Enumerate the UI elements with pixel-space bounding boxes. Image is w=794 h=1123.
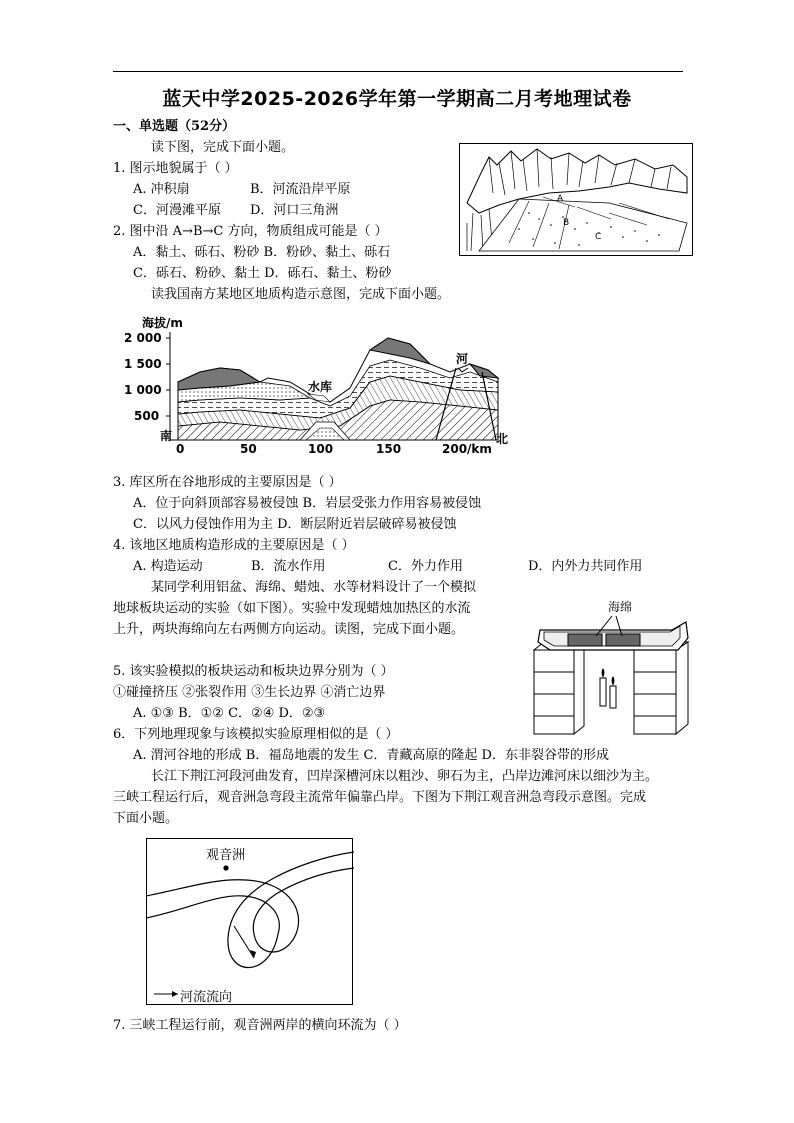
q4-option-c: C．外力作用 <box>388 559 463 574</box>
q4-option-a: A. 构造运动 <box>133 559 203 574</box>
alluvial-fan-figure <box>459 143 693 256</box>
fan-label-c: C <box>595 232 602 242</box>
page-title: 蓝天中学2025-2026学年第一学期高二月考地理试卷 <box>162 88 632 110</box>
flow-direction-legend: 河流流向 <box>180 990 233 1005</box>
q4-stem: 4. 该地区地质构造形成的主要原因是（ ） <box>113 538 355 553</box>
section-heading: 一、单选题（52分） <box>113 119 236 134</box>
geology-profile-figure <box>120 310 520 462</box>
sponge-label: 海绵 <box>608 600 633 614</box>
group4-intro-line: 长江下荆江河段河曲发育，凹岸深槽河床以粗沙、卵石为主，凸岸边滩河床以细沙为主。 <box>151 769 659 784</box>
q6-options: A. 渭河谷地的形成 B．福岛地震的发生 C．青藏高原的隆起 D．东非裂谷带的形成 <box>133 748 609 763</box>
guanyinzhou-label: 观音洲 <box>206 848 246 863</box>
plate-experiment-figure <box>530 598 690 736</box>
q2-options-cd: C．砾石、粉砂、黏土 D．砾石、黏土、粉砂 <box>133 266 392 281</box>
q4-option-b: B．流水作用 <box>251 559 326 574</box>
profile-x-tick: 100 <box>308 442 334 456</box>
group3-intro-line: 地球板块运动的实验（如下图）。实验中发现蜡烛加热区的水流 <box>113 601 471 616</box>
q5-choices: ①碰撞挤压 ②张裂作用 ③生长边界 ④消亡边界 <box>113 685 386 700</box>
profile-reservoir-label: 水库 <box>308 380 333 394</box>
q2-stem: 2. 图中沿 A→B→C 方向，物质组成可能是（ ） <box>113 224 388 239</box>
q1-option-d: D．河口三角洲 <box>250 203 339 218</box>
q5-options: A. ①③ B．①② C．②④ D．②③ <box>133 706 326 721</box>
profile-y-axis-label: 海拔/m <box>142 316 183 330</box>
top-rule <box>113 71 683 72</box>
profile-x-tick: 150 <box>376 442 402 456</box>
profile-south-label: 南 <box>160 429 173 443</box>
group3-intro-line: 上升，两块海绵向左右两侧方向运动。读图，完成下面小题。 <box>113 622 465 637</box>
group1-intro: 读下图，完成下面小题。 <box>151 140 295 155</box>
group2-intro: 读我国南方某地区地质构造示意图，完成下面小题。 <box>151 287 451 302</box>
profile-y-tick: 500 <box>134 409 160 423</box>
q1-option-b: B．河流沿岸平原 <box>250 182 351 197</box>
q1-option-c: C．河漫滩平原 <box>133 203 221 218</box>
q7-stem: 7. 三峡工程运行前，观音洲两岸的横向环流为（ ） <box>113 1018 407 1033</box>
q3-options-cd: C．以风力侵蚀作用为主 D．断层附近岩层破碎易被侵蚀 <box>133 517 457 532</box>
q2-options-ab: A．黏土、砾石、粉砂 B．粉砂、黏土、砾石 <box>133 245 391 260</box>
q4-option-d: D．内外力共同作用 <box>528 559 643 574</box>
profile-north-label: 北 <box>496 432 509 446</box>
q3-stem: 3. 库区所在谷地形成的主要原因是（ ） <box>113 475 342 490</box>
profile-y-tick: 2 000 <box>124 331 162 345</box>
profile-y-tick: 1 500 <box>124 357 162 371</box>
group3-intro-line: 某同学利用铝盆、海绵、蜡烛、水等材料设计了一个模拟 <box>151 580 477 595</box>
river-bend-figure <box>146 838 354 1006</box>
profile-x-tick: 200/km <box>442 442 492 456</box>
q5-stem: 5. 该实验模拟的板块运动和板块边界分别为（ ） <box>113 664 394 679</box>
q1-option-a: A. 冲积扇 <box>133 182 190 197</box>
profile-y-tick: 1 000 <box>124 383 162 397</box>
group4-intro-line: 三峡工程运行后，观音洲急弯段主流常年偏靠凸岸。下图为下荆江观音洲急弯段示意图。完成 <box>113 790 647 805</box>
fan-label-a: A <box>557 194 564 204</box>
fan-label-b: B <box>563 218 570 228</box>
q6-stem: 6．下列地理现象与该模拟实验原理相似的是（ ） <box>113 727 399 742</box>
group4-intro-line: 下面小题。 <box>113 811 179 826</box>
profile-x-tick: 50 <box>240 442 257 456</box>
profile-x-tick: 0 <box>176 442 185 456</box>
q3-options-ab: A．位于向斜顶部容易被侵蚀 B．岩层受张力作用容易被侵蚀 <box>133 496 482 511</box>
q1-stem: 1. 图示地貌属于（ ） <box>113 161 238 176</box>
profile-river-label: 河 <box>456 352 469 366</box>
